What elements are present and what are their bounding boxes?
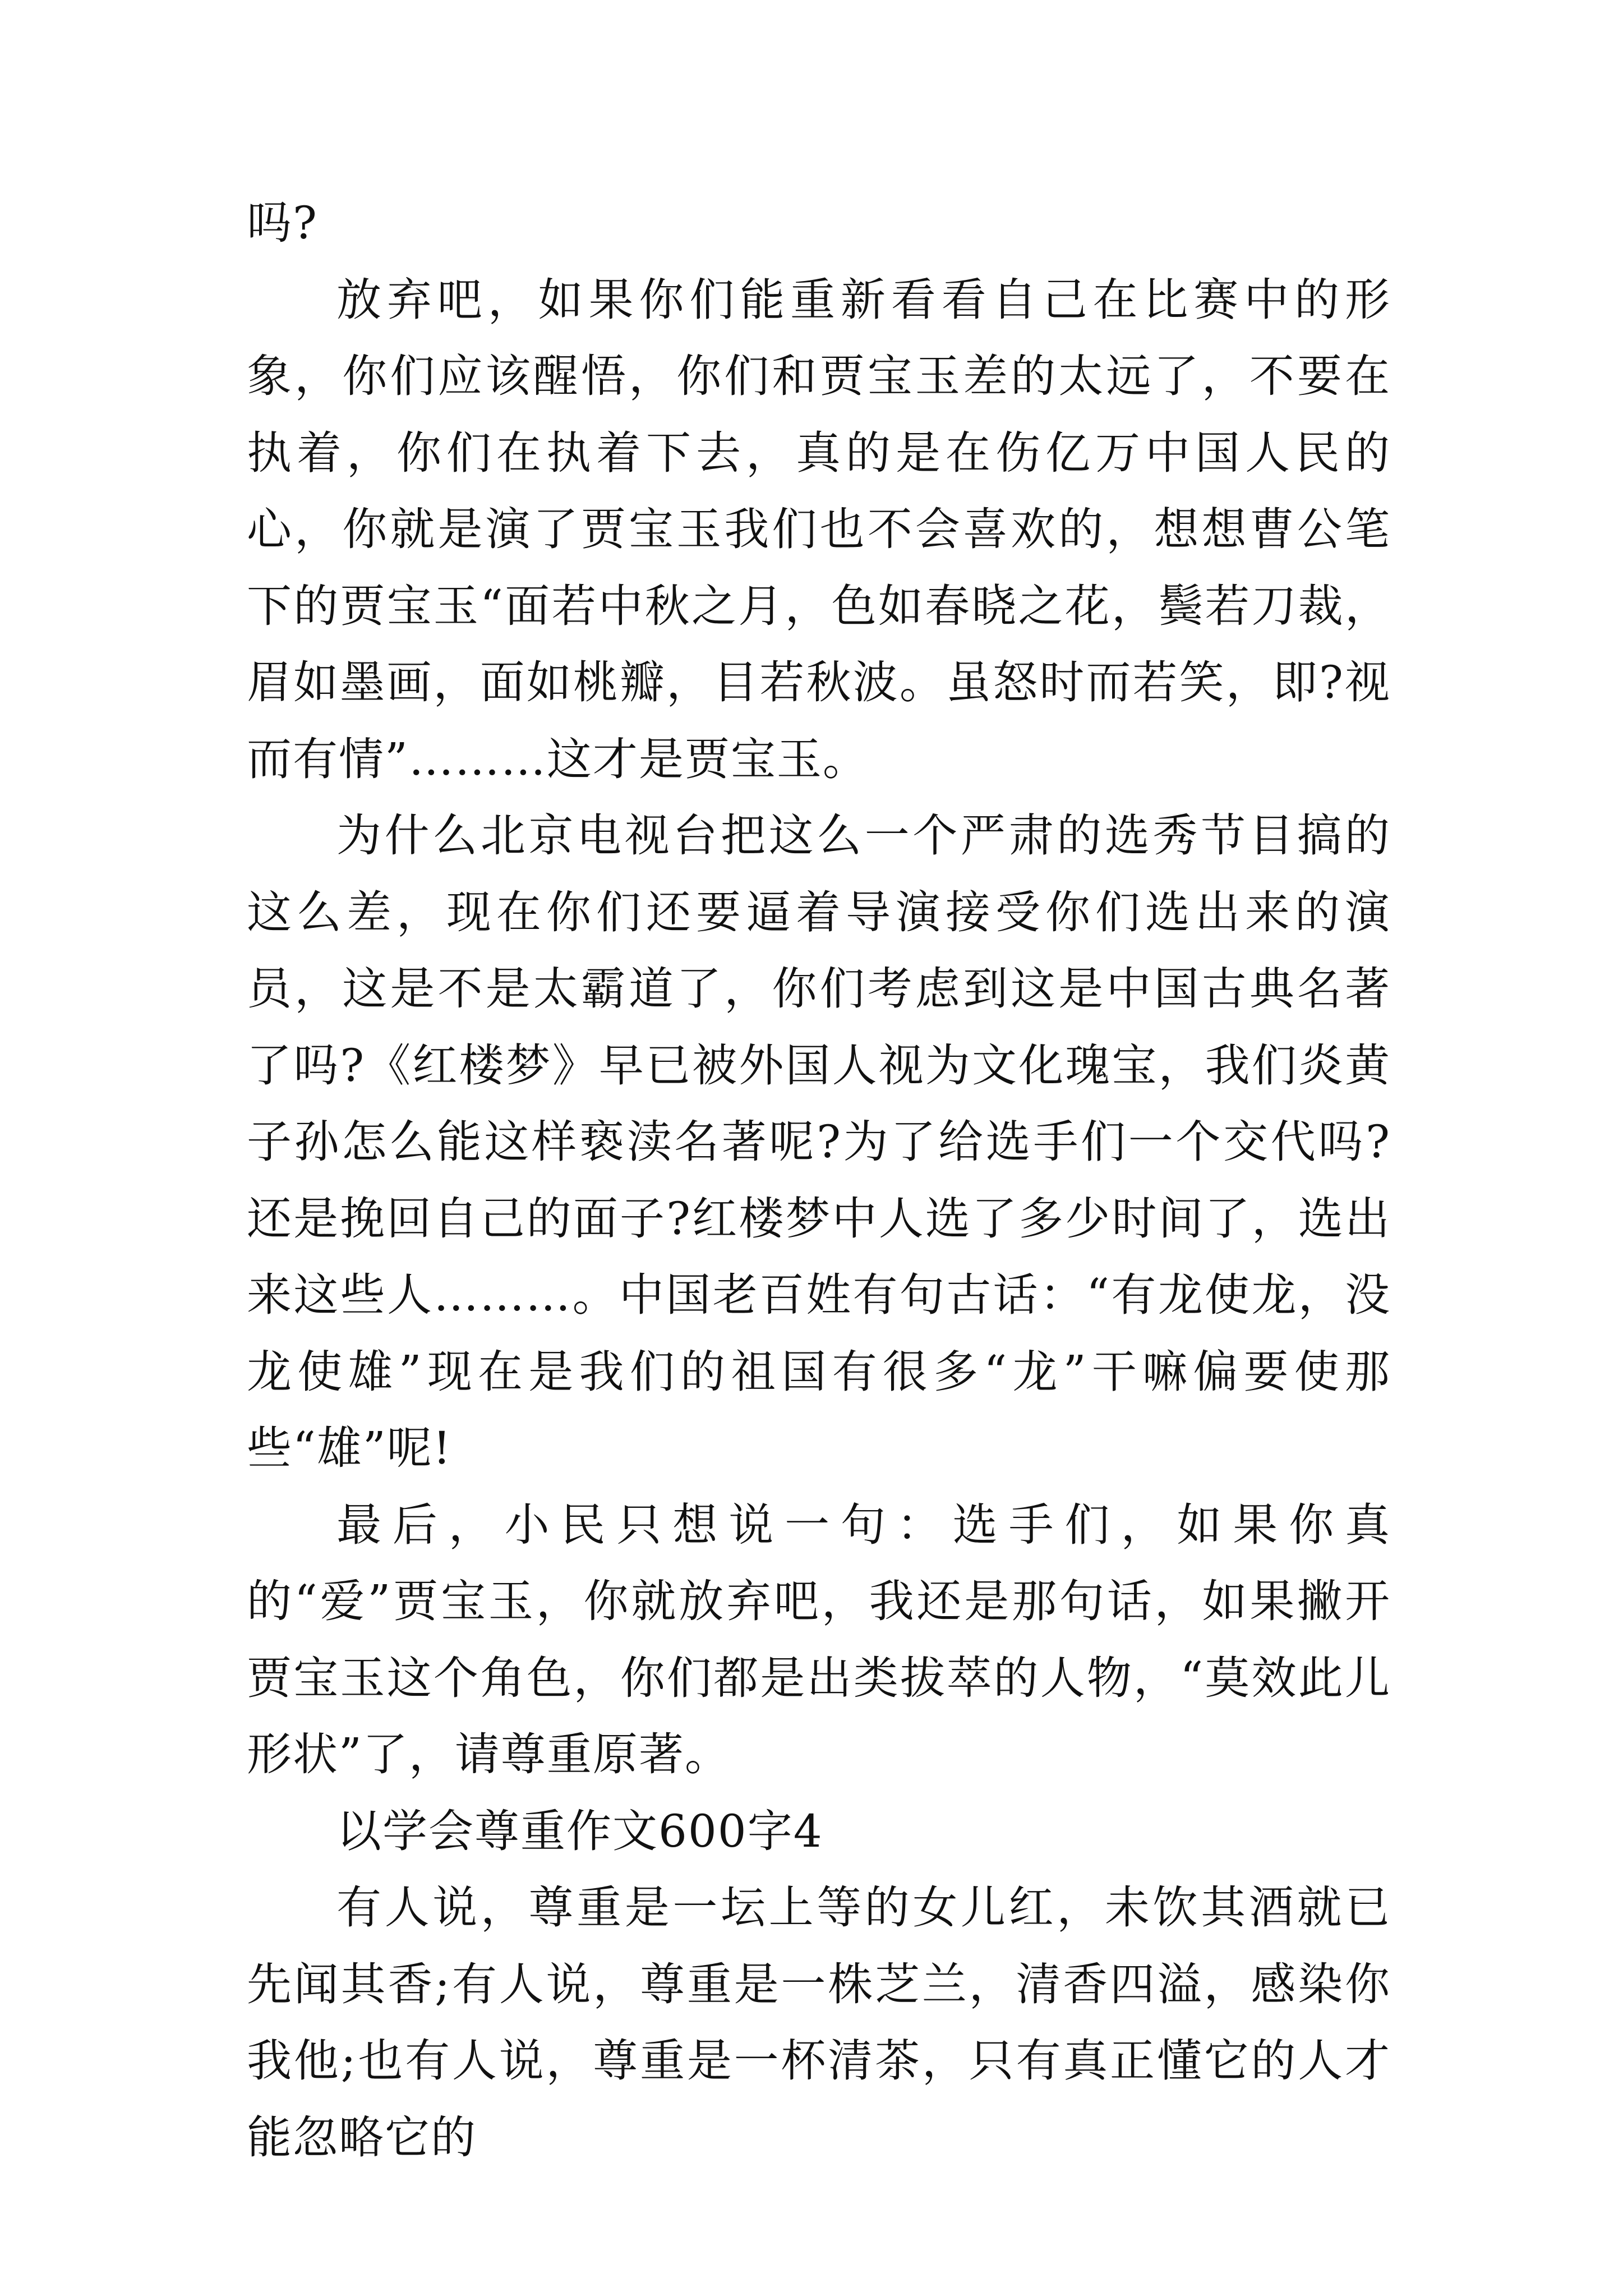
essay-heading: 以学会尊重作文600字4 — [336, 1805, 823, 1857]
paragraph-continuation: 吗? — [247, 197, 318, 249]
paragraph-give-up: 放弃吧，如果你们能重新看看自己在比赛中的形象，你们应该醒悟，你们和贾宝玉差的太远了，不要在执着，你们在执着下去，真的是在伤亿万中国人民的心，你就是演了贾宝玉我们也不会喜欢的，想想曹公笔下的贾宝玉“面若中秋之月，色如春晓之花，鬓若刀裁，眉如墨画，面如桃瓣，目若秋波。虽怒时而若笑，即?视而有情”………这才是贾宝玉。 — [247, 273, 1391, 785]
paragraph-finally: 最后，小民只想说一句：选手们，如果你真的“爱”贾宝玉，你就放弃吧，我还是那句话，如果撇开贾宝玉这个角色，你们都是出类拔萃的人物，“莫效此儿形状”了，请尊重原著。 — [247, 1498, 1391, 1780]
paragraph-respect: 有人说，尊重是一坛上等的女儿红，未饮其酒就已先闻其香;有人说，尊重是一株芝兰，清香四溢，感染你我他;也有人说，尊重是一杯清茶，只有真正懂它的人才能忽略它的 — [247, 1881, 1391, 2164]
document-body — [247, 185, 1391, 2176]
paragraph-beijing-tv: 为什么北京电视台把这么一个严肃的选秀节目搞的这么差，现在你们还要逼着导演接受你们选出来的演员，这是不是太霸道了，你们考虑到这是中国古典名著了吗?《红楼梦》早已被外国人视为文化瑰宝，我们炎黄子孙怎么能这样亵渎名著呢?为了给选手们一个交代吗?还是挽回自己的面子?红楼梦中人选了多少时间了，选出来这些人………。中国老百姓有句古话：“有龙使龙，没龙使雄”现在是我们的祖国有很多“龙”干嘛偏要使那些“雄”呢! — [247, 809, 1391, 1474]
